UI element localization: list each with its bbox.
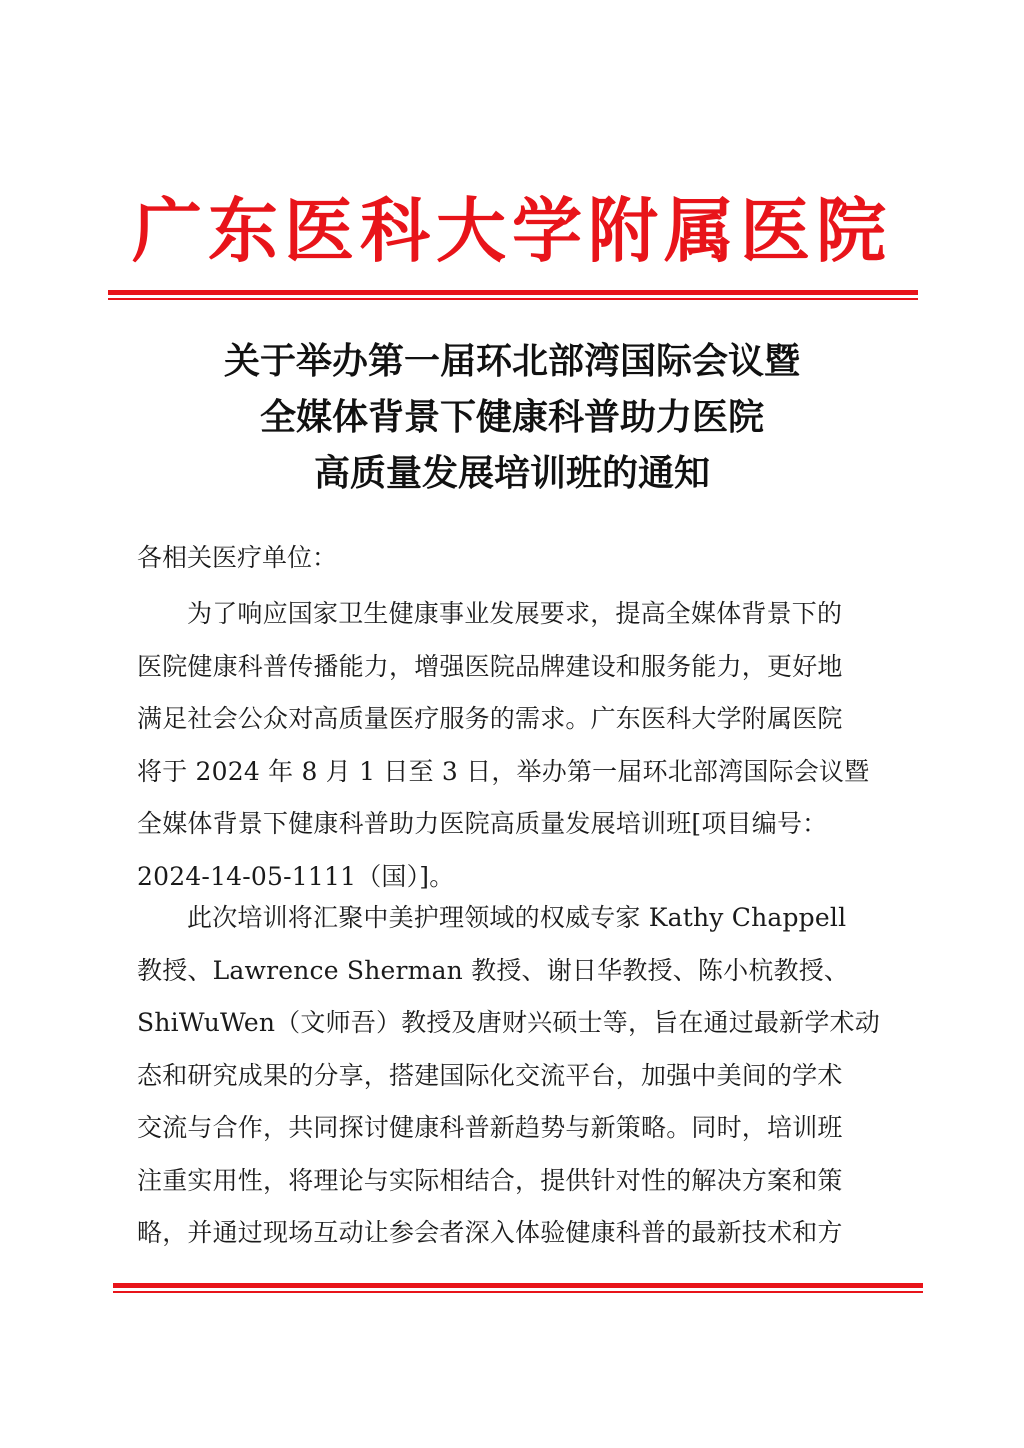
divider-thin-line bbox=[108, 298, 918, 300]
divider-thin-line bbox=[113, 1291, 923, 1293]
divider-thick-line bbox=[113, 1283, 923, 1288]
footer-divider bbox=[113, 1283, 923, 1293]
title-line-2: 全媒体背景下健康科普助力医院 bbox=[259, 396, 764, 438]
letterhead-divider bbox=[108, 290, 918, 300]
paragraph-line: 略，并通过现场互动让参会者深入体验健康科普的最新技术和方 bbox=[137, 1218, 843, 1247]
document-title bbox=[0, 333, 1024, 501]
paragraph-line: 注重实用性，将理论与实际相结合，提供针对性的解决方案和策 bbox=[137, 1165, 843, 1195]
divider-thick-line bbox=[108, 290, 918, 295]
title-line-3: 高质量发展培训班的通知 bbox=[313, 452, 710, 494]
letterhead-title: 广东医科大学附属医院 bbox=[132, 190, 892, 272]
paragraph-line: 此次培训将汇聚中美护理领域的权威专家 Kathy Chappell bbox=[187, 903, 847, 932]
paragraph-line: 2024-14-05-1111（国）]。 bbox=[137, 861, 455, 891]
paragraph-line: 交流与合作，共同探讨健康科普新趋势与新策略。同时，培训班 bbox=[137, 1113, 843, 1142]
paragraph-line: 全媒体背景下健康科普助力医院高质量发展培训班[项目编号： bbox=[137, 809, 828, 838]
salutation: 各相关医疗单位： bbox=[137, 543, 338, 572]
paragraph-line: 为了响应国家卫生健康事业发展要求，提高全媒体背景下的 bbox=[187, 599, 843, 628]
paragraph-line: 教授、Lawrence Sherman 教授、谢日华教授、陈小杭教授、 bbox=[137, 955, 850, 985]
paragraph-2 bbox=[137, 892, 897, 1260]
paragraph-1 bbox=[137, 588, 897, 903]
paragraph-line: 态和研究成果的分享，搭建国际化交流平台，加强中美间的学术 bbox=[137, 1060, 843, 1090]
paragraph-line: 满足社会公众对高质量医疗服务的需求。广东医科大学附属医院 bbox=[137, 704, 843, 733]
paragraph-line: 医院健康科普传播能力，增强医院品牌建设和服务能力，更好地 bbox=[137, 651, 843, 681]
title-line-1: 关于举办第一届环北部湾国际会议暨 bbox=[223, 340, 800, 382]
paragraph-line: 将于 2024 年 8 月 1 日至 3 日，举办第一届环北部湾国际会议暨 bbox=[137, 756, 870, 786]
paragraph-line: ShiWuWen（文师吾）教授及唐财兴硕士等，旨在通过最新学术动 bbox=[137, 1008, 880, 1037]
